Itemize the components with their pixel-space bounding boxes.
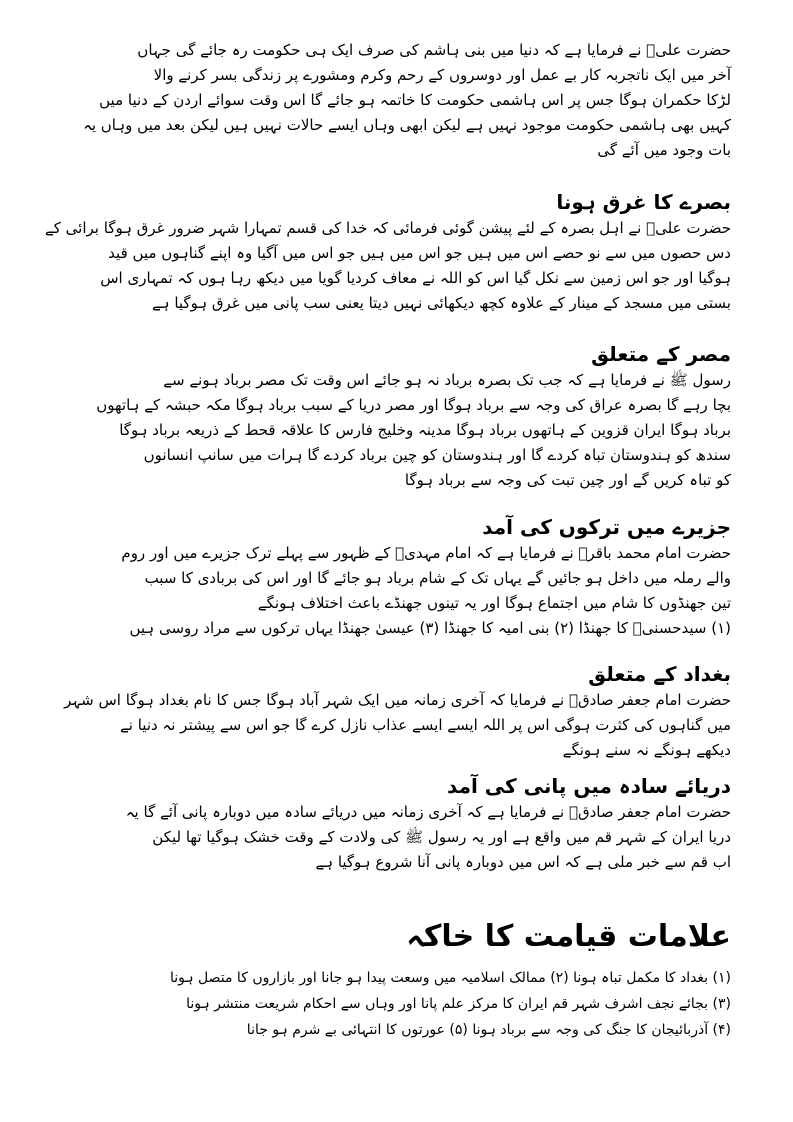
paragraph-line: حضرت امام جعفر صادقؑ نے فرمایا کہ آخری زمانہ میں ایک شہر آباد ہوگا جس کا نام بغداد ہوگا اس شہر [64,691,731,709]
section-heading: دریائے سادہ میں پانی کی آمد [447,774,731,798]
paragraph-line: بات وجود میں آئے گی [597,141,731,159]
paragraph-line: سندھ کو ہندوستان تباہ کردے گا اور ہندوستان کو چین برباد کردے گا ہرات میں سانپ انسانوں [143,446,731,464]
paragraph-line: اب قم سے خبر ملی ہے کہ اس میں دوبارہ پانی آنا شروع ہوگیا ہے [315,853,731,871]
paragraph-line: ہوگیا اور جو اس زمین سے نکل گیا اس کو اللہ نے معاف کردیا گویا میں دیکھ رہا ہوں کہ تمہاری اس [100,269,731,287]
summary-item: (۳) بجائے نجف اشرف شہر قم ایران کا مرکز علم پانا اور وہاں سے احکام شریعت منتشر ہونا [186,996,731,1012]
paragraph-line: دس حصوں میں سے نو حصے اس میں ہیں جو اس میں ہیں جو اس میں آگیا وہ اپنے گناہوں میں قید [108,244,731,262]
paragraph-line: (۱) سیدحسنیؑ کا جھنڈا (۲) بنی امیہ کا جھنڈا (۳) عیسیٰ جھنڈا یہاں ترکوں سے مراد روسی ہیں [129,619,731,637]
section-baghdad [64,660,731,763]
intro-paragraph [83,38,731,163]
paragraph-line: لڑکا حکمران ہوگا جس پر اس ہاشمی حکومت کا خاتمہ ہو جائے گا اس وقت سوائے اردن کے دنیا میں [99,91,731,109]
summary-heading: علامات قیامت کا خاکہ [406,919,731,954]
section-river-sadah [126,772,731,875]
paragraph-line: برباد ہوگا ایران قزوین کے ہاتھوں برباد ہوگا مدینہ وخلیج فارس کا علاقہ قحط کے ذریعہ برباد ہوگا [119,421,731,439]
section-turks [121,513,731,641]
paragraph-line: میں گناہوں کی کثرت ہوگی اس پر اللہ ایسے ایسے عذاب نازل کرے گا جو اس سے پیشتر نہ دنیا نے [119,716,731,734]
paragraph-line: کو تباہ کریں گے اور چین تبت کی وجہ سے برباد ہوگا [404,471,731,489]
paragraph-line: والے رملہ میں داخل ہو جائیں گے یہاں تک کے شام برباد ہو جائے گا اور اس کی بربادی کا سبب [144,569,731,587]
section-heading: مصر کے متعلق [591,342,731,366]
paragraph-line: حضرت امام محمد باقرؑ نے فرمایا ہے کہ امام مہدیؑ کے ظہور سے پہلے ترک جزیرے میں اور روم [121,544,731,562]
paragraph-line: آخر میں ایک ناتجربہ کار بے عمل اور دوسروں کے رحم وکرم ومشورے پر زندگی بسر کرنے والا [153,66,731,84]
summary-item: (۱) بغداد کا مکمل تباہ ہونا (۲) ممالک اسلامیہ میں وسعت پیدا ہو جانا اور بازاروں کا متصل ہونا [169,970,731,986]
section-basra [45,188,731,316]
paragraph-line: حضرت علیؑ نے فرمایا ہے کہ دنیا میں بنی ہاشم کی صرف ایک ہی حکومت رہ جائے گی جہاں [137,41,731,59]
paragraph-line: تین جھنڈوں کا شام میں اجتماع ہوگا اور یہ تینوں جھنڈے باعث اختلاف ہونگے [257,594,731,612]
section-summary [170,915,731,1043]
summary-item: (۴) آذربائیجان کا جنگ کی وجہ سے برباد ہونا (۵) عورتوں کا انتہائی بے شرم ہو جانا [246,1022,731,1038]
paragraph-line: حضرت علیؑ نے اہل بصرہ کے لئے پیشن گوئی فرمائی کہ خدا کی قسم تمہارا شہر ضرور غرق ہوگا برائی کے [44,219,731,237]
paragraph-line: دیکھے ہونگے نہ سنے ہونگے [562,741,731,759]
paragraph-line: بچا رہے گا بصرہ عراق کی وجہ سے برباد ہوگا اور مصر دریا کے سبب برباد ہوگا مکہ حبشہ کے ہاتھوں [96,396,731,414]
section-egypt [96,340,731,493]
paragraph-line: دریا ایران کے شہر قم میں واقع ہے اور یہ رسول ﷺ کی ولادت کے وقت خشک ہوگیا تھا لیکن [152,828,731,846]
paragraph-line: رسول ﷺ نے فرمایا ہے کہ جب تک بصرہ برباد نہ ہو جائے اس وقت تک مصر برباد ہونے سے [163,371,731,389]
section-heading: بصرے کا غرق ہونا [556,190,731,214]
paragraph-line: بستی میں مسجد کے مینار کے علاوہ کچھ دیکھائی نہیں دیتا یعنی سب پانی میں غرق ہوگیا ہے [151,294,731,312]
paragraph-line: کہیں بھی ہاشمی حکومت موجود نہیں ہے لیکن ابھی وہاں ایسے حالات نہیں ہیں لیکن بعد میں وہاں یہ [83,116,731,134]
paragraph-line: حضرت امام جعفر صادقؑ نے فرمایا ہے کہ آخری زمانہ میں دریائے سادہ میں دوبارہ پانی آئے گا یہ [125,803,731,821]
section-heading: بغداد کے متعلق [588,662,731,686]
section-heading: جزیرے میں ترکوں کی آمد [482,515,731,539]
